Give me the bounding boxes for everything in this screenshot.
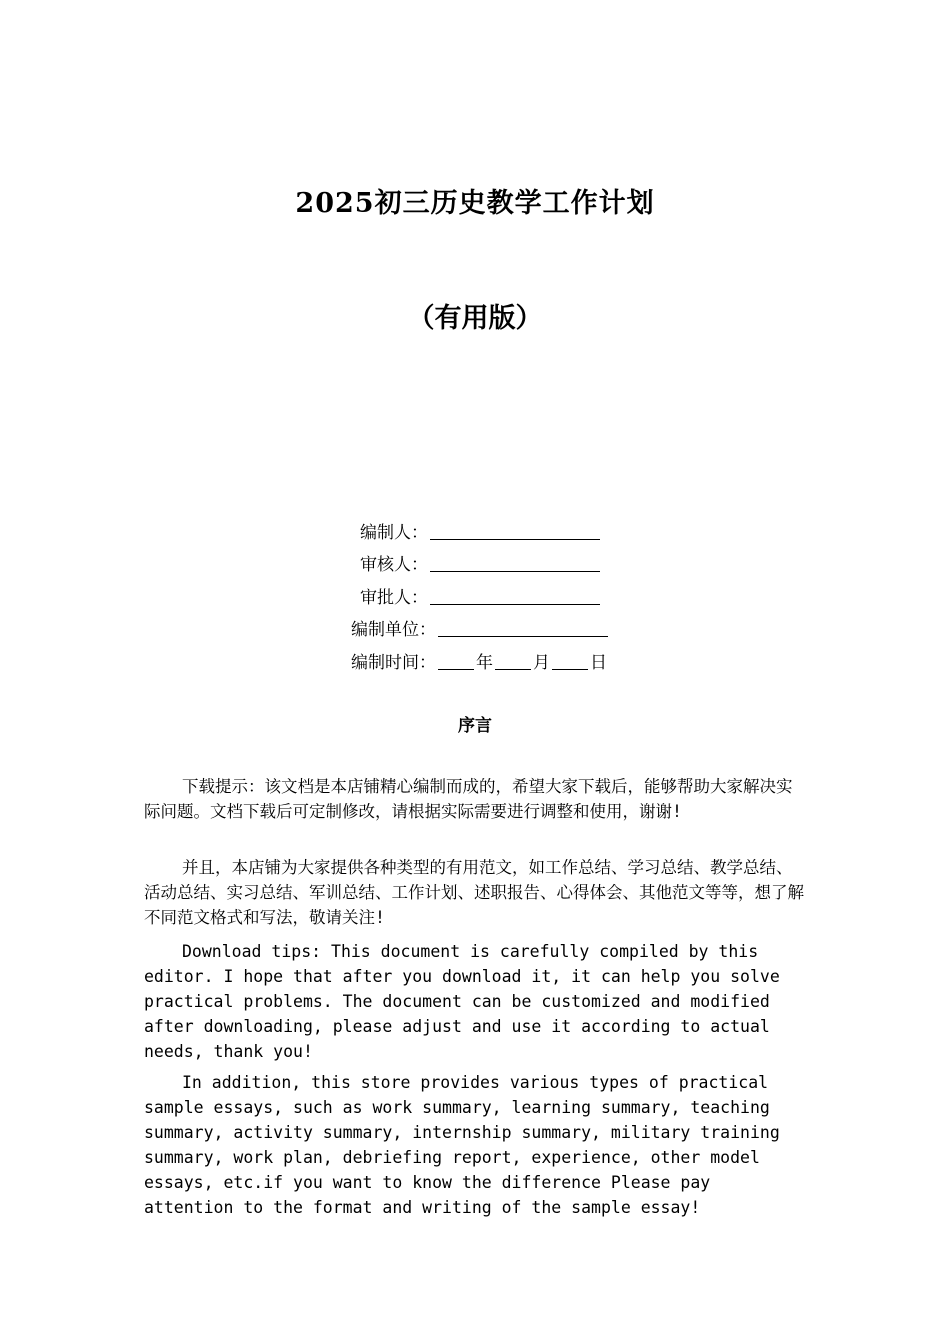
preface-paragraph-3: Download tips: This document is carefully compiled by this editor. I hope that after you download it, it can help you solve practical problems. The document can be customized and modified after downloading, please adjust and use it according to actual needs, thank you!: [144, 942, 780, 1061]
year-field[interactable]: [438, 651, 474, 670]
unit-field[interactable]: [438, 618, 608, 637]
document-title: 2025初三历史教学工作计划: [295, 188, 655, 219]
approver-row: [0, 579, 950, 612]
day-label: 日: [590, 652, 607, 673]
month-field[interactable]: [495, 651, 531, 670]
unit-label: 编制单位：: [351, 620, 436, 641]
reviewer-field[interactable]: [430, 553, 600, 572]
preface-paragraph-4: In addition, this store provides various types of practical sample essays, such as work summary, learning summary, teaching summary, activity summary, internship summary, military training summary, work plan, debriefing report, experience, other model essays, etc.if you want to know the difference Please pay attention to the format and writing of the sample essay!: [144, 1073, 780, 1217]
approver-field[interactable]: [430, 586, 600, 605]
approver-label: 审批人：: [360, 587, 428, 608]
compiler-row: [0, 514, 950, 547]
preface-paragraph-1: 下载提示：该文档是本店铺精心编制而成的，希望大家下载后，能够帮助大家解决实际问题。文档下载后可定制修改，请根据实际需要进行调整和使用，谢谢!: [144, 777, 793, 821]
month-label: 月: [533, 652, 550, 673]
day-field[interactable]: [552, 651, 588, 670]
document-subtitle: （有用版）: [407, 303, 543, 334]
compiler-field[interactable]: [430, 521, 600, 540]
time-row: [0, 644, 950, 677]
preface-title: 序言: [458, 716, 492, 736]
year-label: 年: [476, 652, 493, 673]
meta-block: [0, 514, 950, 677]
reviewer-label: 审核人：: [360, 555, 428, 576]
compiler-label: 编制人：: [360, 522, 428, 543]
time-label: 编制时间：: [351, 652, 436, 673]
preface-paragraph-2: 并且，本店铺为大家提供各种类型的有用范文，如工作总结、学习总结、教学总结、活动总结、实习总结、军训总结、工作计划、述职报告、心得体会、其他范文等等，想了解不同范文格式和写法，敬请关注!: [144, 858, 804, 927]
reviewer-row: [0, 547, 950, 580]
unit-row: [0, 612, 950, 645]
